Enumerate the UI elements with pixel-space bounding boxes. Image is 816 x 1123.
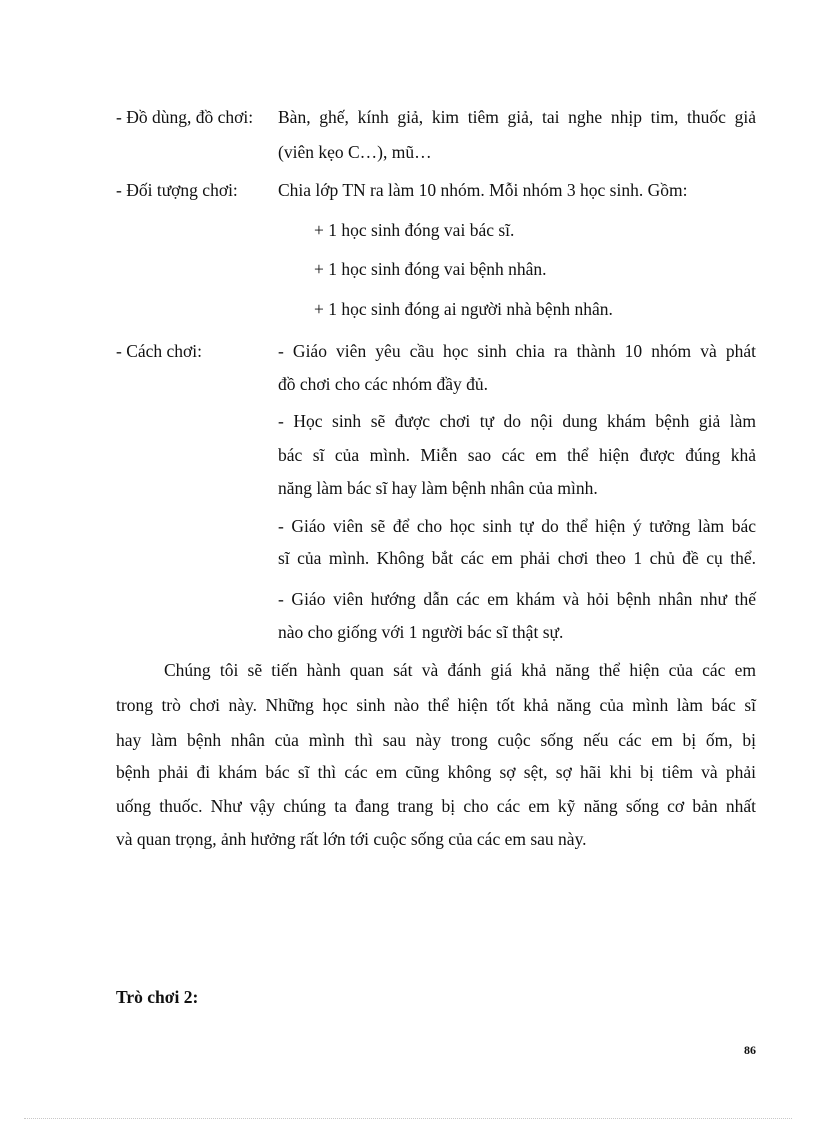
summary-line: và quan trọng, ảnh hưởng rất lớn tới cuộc sống của các em sau này.	[116, 829, 587, 849]
rule-line: - Giáo viên yêu cầu học sinh chia ra thành 10 nhóm và phát	[278, 341, 756, 361]
rule-line: nào cho giống với 1 người bác sĩ thật sự.	[278, 622, 564, 642]
summary-line: uống thuốc. Như vậy chúng ta đang trang bị cho các em kỹ năng sống cơ bản nhất	[116, 796, 756, 816]
rule-line: năng làm bác sĩ hay làm bệnh nhân của mình.	[278, 478, 598, 498]
role-item: + 1 học sinh đóng vai bác sĩ.	[314, 220, 515, 240]
page-bottom-divider	[24, 1118, 792, 1119]
rule-line: - Giáo viên sẽ để cho học sinh tự do thể hiện ý tưởng làm bác	[278, 516, 756, 536]
role-item: + 1 học sinh đóng vai bệnh nhân.	[314, 259, 547, 279]
summary-line: trong trò chơi này. Những học sinh nào thể hiện tốt khả năng của mình làm bác sĩ	[116, 695, 756, 715]
role-item: + 1 học sinh đóng ai người nhà bệnh nhân.	[314, 299, 613, 319]
summary-line: bệnh phải đi khám bác sĩ thì các em cũng không sợ sệt, sợ hãi khi bị tiêm và phải	[116, 762, 756, 782]
section-heading: Trò chơi 2:	[116, 987, 199, 1007]
participants-intro: Chia lớp TN ra làm 10 nhóm. Mỗi nhóm 3 học sinh. Gồm:	[278, 180, 688, 200]
materials-label: - Đồ dùng, đồ chơi:	[116, 107, 254, 127]
rule-line: bác sĩ của mình. Miễn sao các em thể hiện được đúng khả	[278, 445, 756, 465]
rule-line: - Học sinh sẽ được chơi tự do nội dung khám bệnh giả làm	[278, 411, 756, 431]
summary-line: hay làm bệnh nhân của mình thì sau này trong cuộc sống nếu các em bị ốm, bị	[116, 730, 756, 750]
materials-line: Bàn, ghế, kính giả, kim tiêm giả, tai nghe nhịp tim, thuốc giả	[278, 107, 756, 127]
participants-label: - Đối tượng chơi:	[116, 180, 238, 200]
rule-line: - Giáo viên hướng dẫn các em khám và hỏi bệnh nhân như thế	[278, 589, 756, 609]
materials-line: (viên kẹo C…), mũ…	[278, 142, 432, 162]
summary-line: Chúng tôi sẽ tiến hành quan sát và đánh giá khả năng thể hiện của các em	[164, 660, 756, 680]
rule-line: đồ chơi cho các nhóm đầy đủ.	[278, 374, 488, 394]
page-number: 86	[744, 1043, 756, 1057]
rule-line: sĩ của mình. Không bắt các em phải chơi theo 1 chủ đề cụ thể.	[278, 548, 756, 568]
how-to-play-label: - Cách chơi:	[116, 341, 203, 361]
